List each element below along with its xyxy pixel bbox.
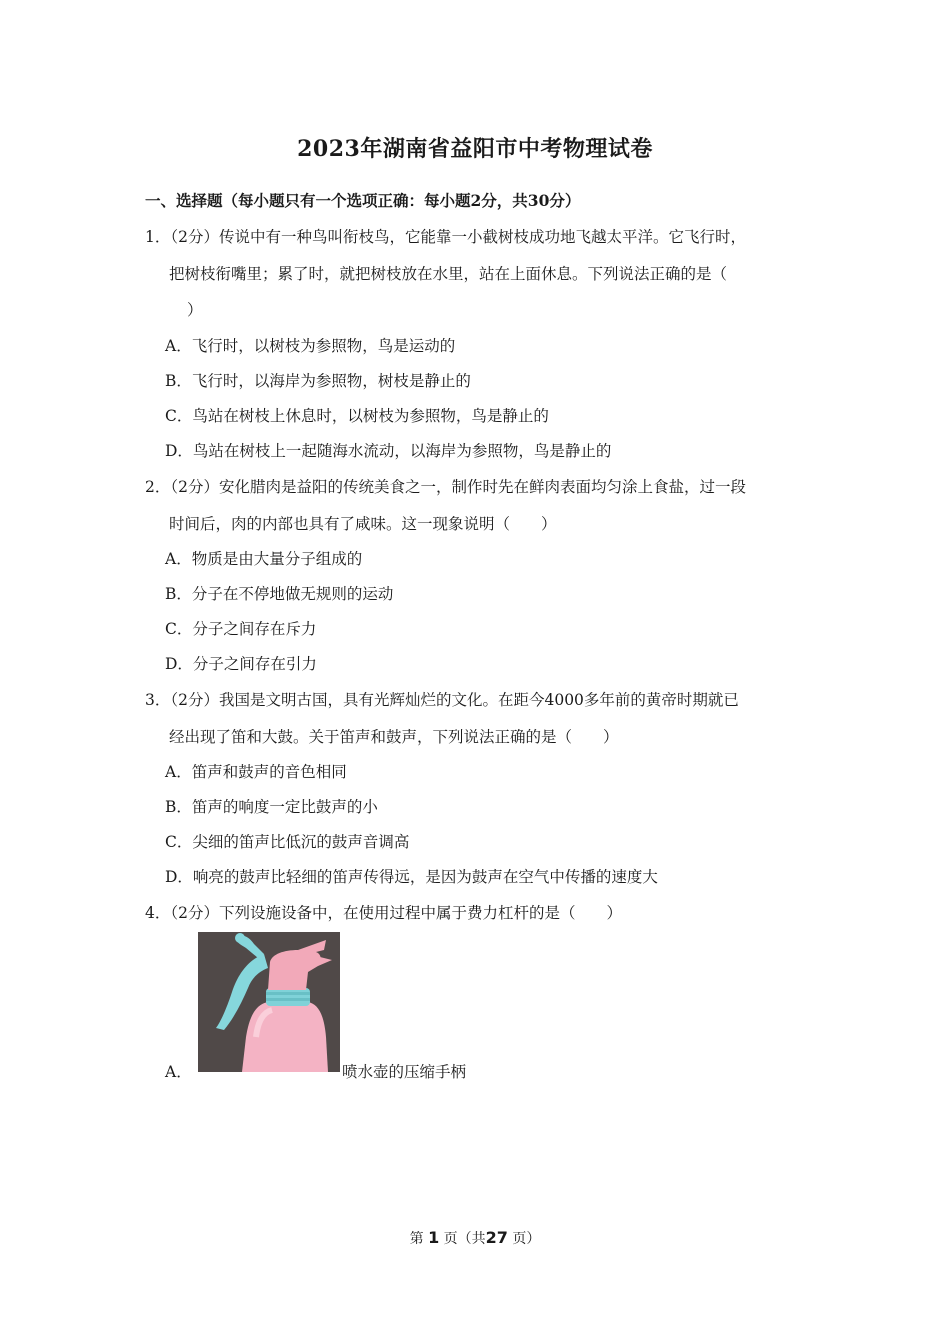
spray-bottle-illustration <box>198 932 340 1072</box>
question-4-line-1: 4．（2分）下列设施设备中，在使用过程中属于费力杠杆的是（ ） <box>145 904 622 922</box>
footer-total-pages: 27 <box>485 1228 508 1247</box>
question-2-option-c: C．分子之间存在斥力 <box>165 620 317 638</box>
page-footer <box>0 1228 950 1248</box>
question-4-option-a-caption: 喷水壶的压缩手柄 <box>342 1063 467 1081</box>
footer-page-number: 1 <box>428 1228 440 1247</box>
page-title: 2023年湖南省益阳市中考物理试卷 <box>297 136 653 162</box>
footer-prefix: 第 <box>409 1231 424 1247</box>
section-heading: 一、选择题（每小题只有一个选项正确：每小题2分，共30分） <box>145 191 581 210</box>
question-3-option-b: B．笛声的响度一定比鼓声的小 <box>165 798 378 816</box>
spray-bottle-photo <box>198 932 340 1072</box>
question-1-option-d: D．鸟站在树枝上一起随海水流动，以海岸为参照物，鸟是静止的 <box>165 442 612 460</box>
question-3-option-a: A．笛声和鼓声的音色相同 <box>165 763 347 781</box>
footer-suffix: 页） <box>512 1231 541 1247</box>
question-4-option-a-label: A． <box>165 1063 192 1081</box>
question-3-option-d: D．响亮的鼓声比轻细的笛声传得远，是因为鼓声在空气中传播的速度大 <box>165 868 658 886</box>
question-1-line-2: 把树枝衔嘴里；累了时，就把树枝放在水里，站在上面休息。下列说法正确的是（ <box>169 265 728 283</box>
question-3-line-2: 经出现了笛和大鼓。关于笛声和鼓声，下列说法正确的是（ ） <box>169 728 619 746</box>
footer-middle: 页（共 <box>443 1231 486 1247</box>
question-1-option-c: C．鸟站在树枝上休息时，以树枝为参照物，鸟是静止的 <box>165 407 549 425</box>
question-2-line-2: 时间后，肉的内部也具有了咸味。这一现象说明（ ） <box>169 515 557 533</box>
question-1-line-1: 1．（2分）传说中有一种鸟叫衔枝鸟，它能靠一小截树枝成功地飞越太平洋。它飞行时， <box>145 228 746 246</box>
question-3-line-1: 3．（2分）我国是文明古国，具有光辉灿烂的文化。在距今4000多年前的黄帝时期就已 <box>145 691 739 709</box>
question-2-option-d: D．分子之间存在引力 <box>165 655 317 673</box>
question-3-option-c: C．尖细的笛声比低沉的鼓声音调高 <box>165 833 410 851</box>
question-1-option-a: A．飞行时，以树枝为参照物，鸟是运动的 <box>165 337 456 355</box>
question-2-option-b: B．分子在不停地做无规则的运动 <box>165 585 394 603</box>
question-2-line-1: 2．（2分）安化腊肉是益阳的传统美食之一，制作时先在鲜肉表面均匀涂上食盐，过一段 <box>145 478 746 496</box>
question-1-line-3: ） <box>187 301 203 319</box>
question-1-option-b: B．飞行时，以海岸为参照物，树枝是静止的 <box>165 372 471 390</box>
question-2-option-a: A．物质是由大量分子组成的 <box>165 550 363 568</box>
